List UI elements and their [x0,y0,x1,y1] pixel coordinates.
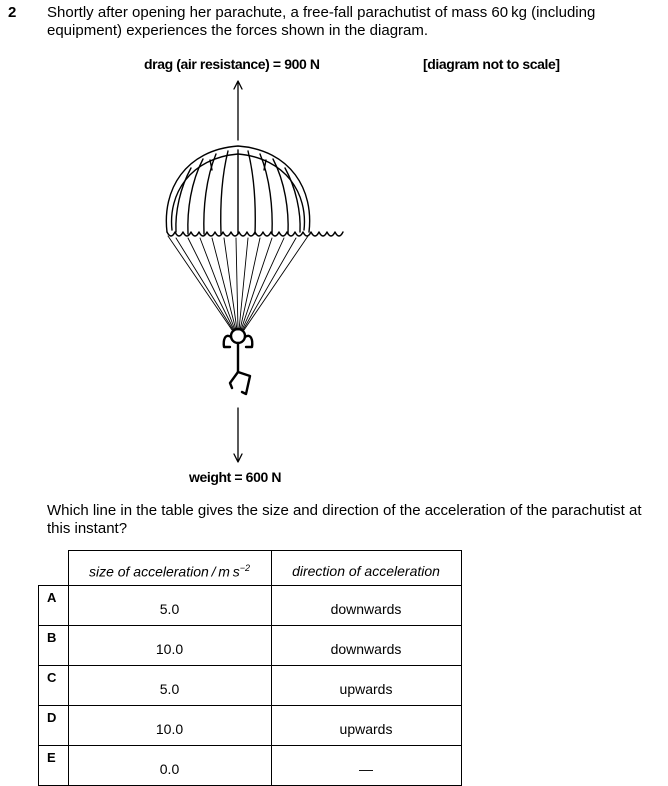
table-row[interactable] [39,626,462,666]
table-row[interactable] [39,746,462,786]
table-row[interactable] [39,586,462,626]
size-header-exponent: −2 [239,562,251,573]
diagram-scale-note: [diagram not to scale] [423,56,560,72]
weight-force-label: weight = 600 N [189,469,282,485]
acceleration-direction-cell: upwards [271,706,461,746]
acceleration-direction-cell: — [271,746,461,786]
acceleration-direction-cell: downwards [271,626,461,666]
drag-force-label: drag (air resistance) = 900 N [144,56,320,72]
option-letter: A [39,586,69,626]
question-stem: Shortly after opening her parachute, a free-fall parachutist of mass 60 kg (including equipment) experiences the forces shown in the diagram. [47,4,596,39]
option-letter: B [39,626,69,666]
acceleration-direction-cell: downwards [271,586,461,626]
acceleration-direction-cell: upwards [271,666,461,706]
option-letter: E [39,746,69,786]
acceleration-size-cell: 10.0 [68,706,271,746]
acceleration-size-cell: 10.0 [68,626,271,666]
direction-column-header: direction of acceleration [271,551,461,586]
option-letter: C [39,666,69,706]
suspension-lines [168,236,308,330]
parachute-canopy [166,146,343,236]
acceleration-size-cell: 5.0 [68,666,271,706]
answer-table [38,550,462,786]
question-prompt: Which line in the table gives the size and direction of the acceleration of the parachutist at this instant? [47,502,642,537]
acceleration-size-cell: 0.0 [68,746,271,786]
table-header-row [39,551,462,586]
option-letter: D [39,706,69,746]
table-row[interactable] [39,666,462,706]
question-number: 2 [8,4,17,21]
parachutist-figure [224,329,252,394]
header-blank-cell [39,551,69,586]
acceleration-size-cell: 5.0 [68,586,271,626]
table-row[interactable] [39,706,462,746]
size-column-header [68,551,271,586]
size-header-text: size of acceleration / m s [88,563,240,580]
